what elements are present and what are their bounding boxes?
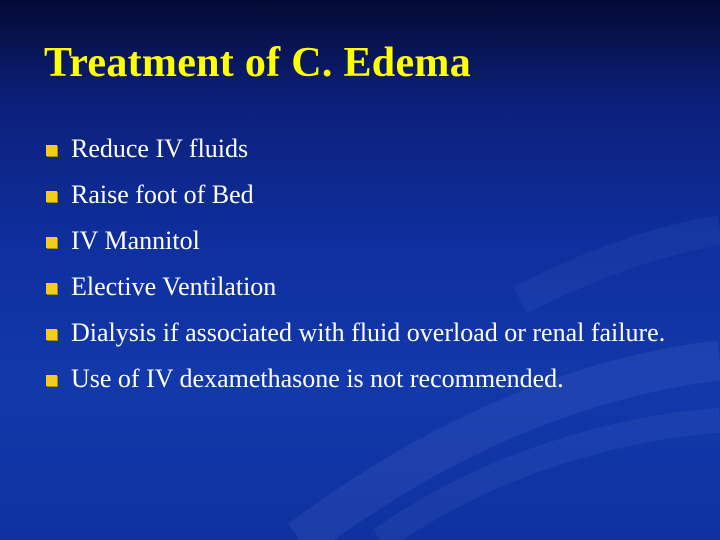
- bullet-item-iv-mannitol: [44, 223, 684, 259]
- bullet-item-dexamethasone: [44, 361, 684, 397]
- slide-title: Treatment of C. Edema: [44, 40, 471, 86]
- square-bullet-icon: [46, 191, 57, 202]
- bullet-item-reduce-iv-fluids: [44, 131, 684, 167]
- bullet-item-elective-ventilation: [44, 269, 684, 305]
- square-bullet-icon: [46, 283, 57, 294]
- square-bullet-icon: [46, 237, 57, 248]
- bullet-text: Reduce IV fluids: [71, 134, 249, 163]
- bullet-text: IV Mannitol: [71, 226, 200, 255]
- bullet-text: Raise foot of Bed: [71, 180, 254, 209]
- square-bullet-icon: [46, 329, 57, 340]
- square-bullet-icon: [46, 375, 57, 386]
- bullet-text: Use of IV dexamethasone is not recommended.: [71, 364, 564, 393]
- bullet-text: Elective Ventilation: [71, 272, 277, 301]
- bullet-text: Dialysis if associated with fluid overload or renal failure.: [71, 318, 666, 347]
- bullet-list: [44, 131, 684, 407]
- square-bullet-icon: [46, 145, 57, 156]
- bullet-item-dialysis: [44, 315, 684, 351]
- bullet-item-raise-foot-of-bed: [44, 177, 684, 213]
